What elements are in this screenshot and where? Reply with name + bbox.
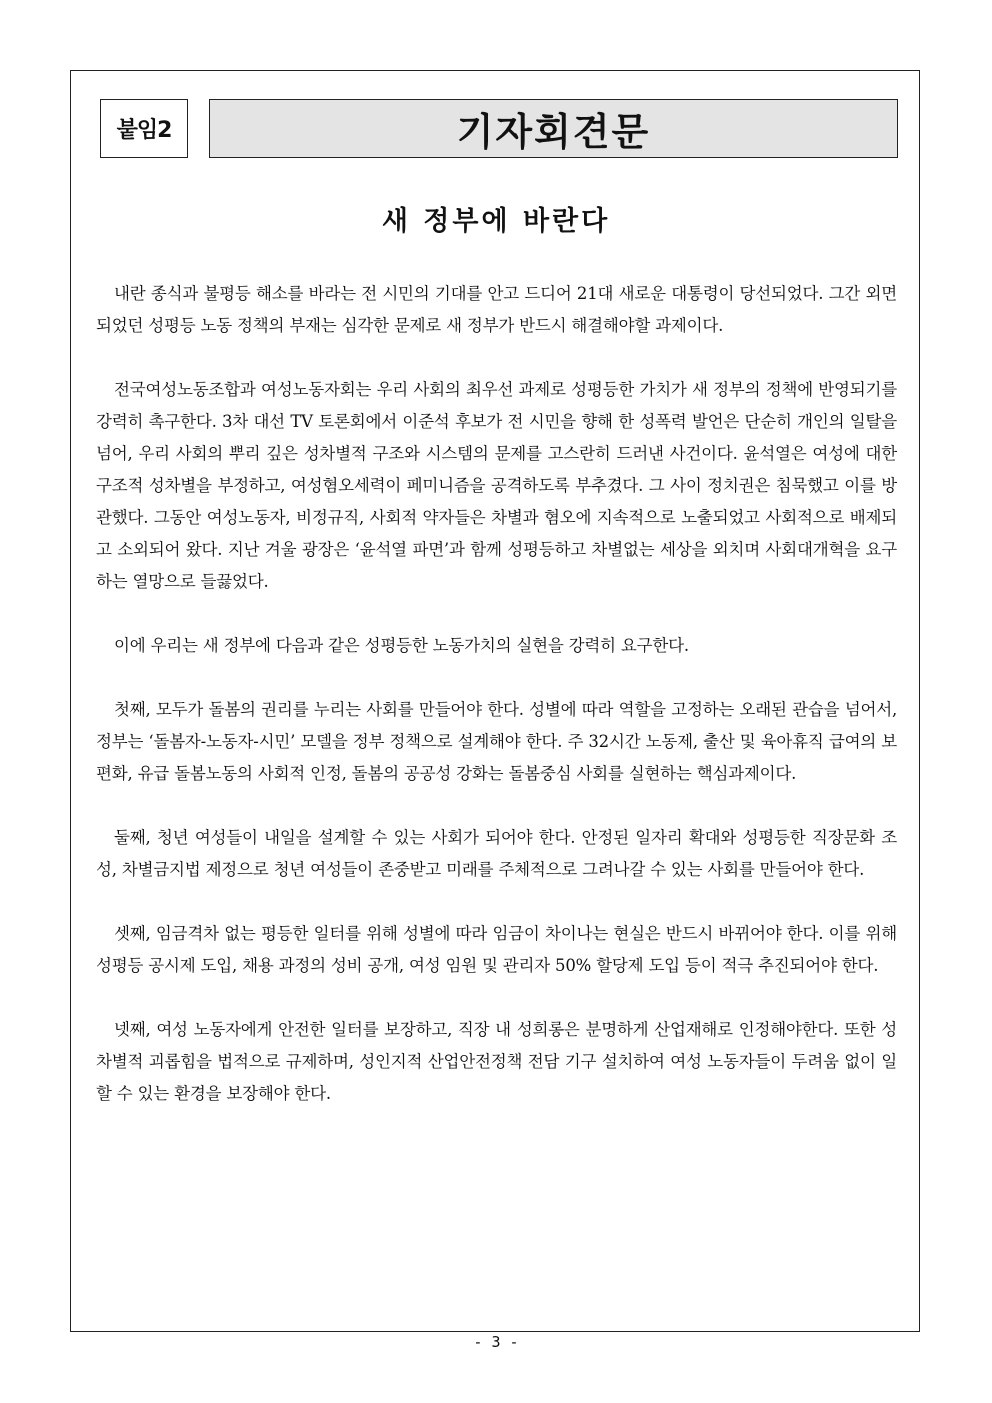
paragraph-intro: 내란 종식과 불평등 해소를 바라는 전 시민의 기대를 안고 드디어 21대 새로운 대통령이 당선되었다. 그간 외면되었던 성평등 노동 정책의 부재는 심각한 문제로 새 정부가 반드시 해결해야할 과제이다. xyxy=(96,284,897,335)
paragraph-third: 셋째, 임금격차 없는 평등한 일터를 위해 성별에 따라 임금이 차이나는 현실은 반드시 바뀌어야 한다. 이를 위해 성평등 공시제 도입, 채용 과정의 성비 공개, 여성 임원 및 관리자 50% 할당제 도입 등이 적극 추진되어야 한다. xyxy=(96,924,897,975)
document-frame xyxy=(70,70,920,1332)
paragraph-fourth: 넷째, 여성 노동자에게 안전한 일터를 보장하고, 직장 내 성희롱은 분명하게 산업재해로 인정해야한다. 또한 성차별적 괴롭힘을 법적으로 규제하며, 성인지적 산업안전정책 전담 기구 설치하여 여성 노동자들이 두려움 없이 일할 수 있는 환경을 보장해야 한다. xyxy=(96,1020,897,1103)
headline: 새 정부에 바란다 xyxy=(381,206,611,237)
document-title: 기자회견문 xyxy=(209,99,898,158)
paragraph-second: 둘째, 청년 여성들이 내일을 설계할 수 있는 사회가 되어야 한다. 안정된 일자리 확대와 성평등한 직장문화 조성, 차별금지법 제정으로 청년 여성들이 존중받고 미래를 주체적으로 그려나갈 수 있는 사회를 만들어야 한다. xyxy=(96,828,897,879)
page-number: - 3 - xyxy=(473,1333,519,1351)
document-body xyxy=(96,278,897,1142)
attachment-tag: 붙임2 xyxy=(100,99,188,158)
paragraph-context: 전국여성노동조합과 여성노동자회는 우리 사회의 최우선 과제로 성평등한 가치가 새 정부의 정책에 반영되기를 강력히 촉구한다. 3차 대선 TV 토론회에서 이준석 후보가 전 시민을 향해 한 성폭력 발언은 단순히 개인의 일탈을 넘어, 우리 사회의 뿌리 깊은 성차별적 구조와 시스템의 문제를 고스란히 드러낸 사건이다. 윤석열은 여성에 대한 구조적 성차별을 부정하고, 여성혐오세력이 페미니즘을 공격하도록 부추겼다. 그 사이 정치권은 침묵했고 이를 방관했다. 그동안 여성노동자, 비정규직, 사회적 약자들은 차별과 혐오에 지속적으로 노출되었고 사회적으로 배제되고 소외되어 왔다. 지난 겨울 광장은 ‘윤석열 파면’과 함께 성평등하고 차별없는 세상을 외치며 사회대개혁을 요구하는 열망으로 들끓었다. xyxy=(96,380,897,591)
paragraph-demand-lead: 이에 우리는 새 정부에 다음과 같은 성평등한 노동가치의 실현을 강력히 요구한다. xyxy=(114,636,689,655)
paragraph-first: 첫째, 모두가 돌봄의 권리를 누리는 사회를 만들어야 한다. 성별에 따라 역할을 고정하는 오래된 관습을 넘어서, 정부는 ‘돌봄자-노동자-시민’ 모델을 정부 정책으로 설계해야 한다. 주 32시간 노동제, 출산 및 육아휴직 급여의 보편화, 유급 돌봄노동의 사회적 인정, 돌봄의 공공성 강화는 돌봄중심 사회를 실현하는 핵심과제이다. xyxy=(96,700,897,783)
